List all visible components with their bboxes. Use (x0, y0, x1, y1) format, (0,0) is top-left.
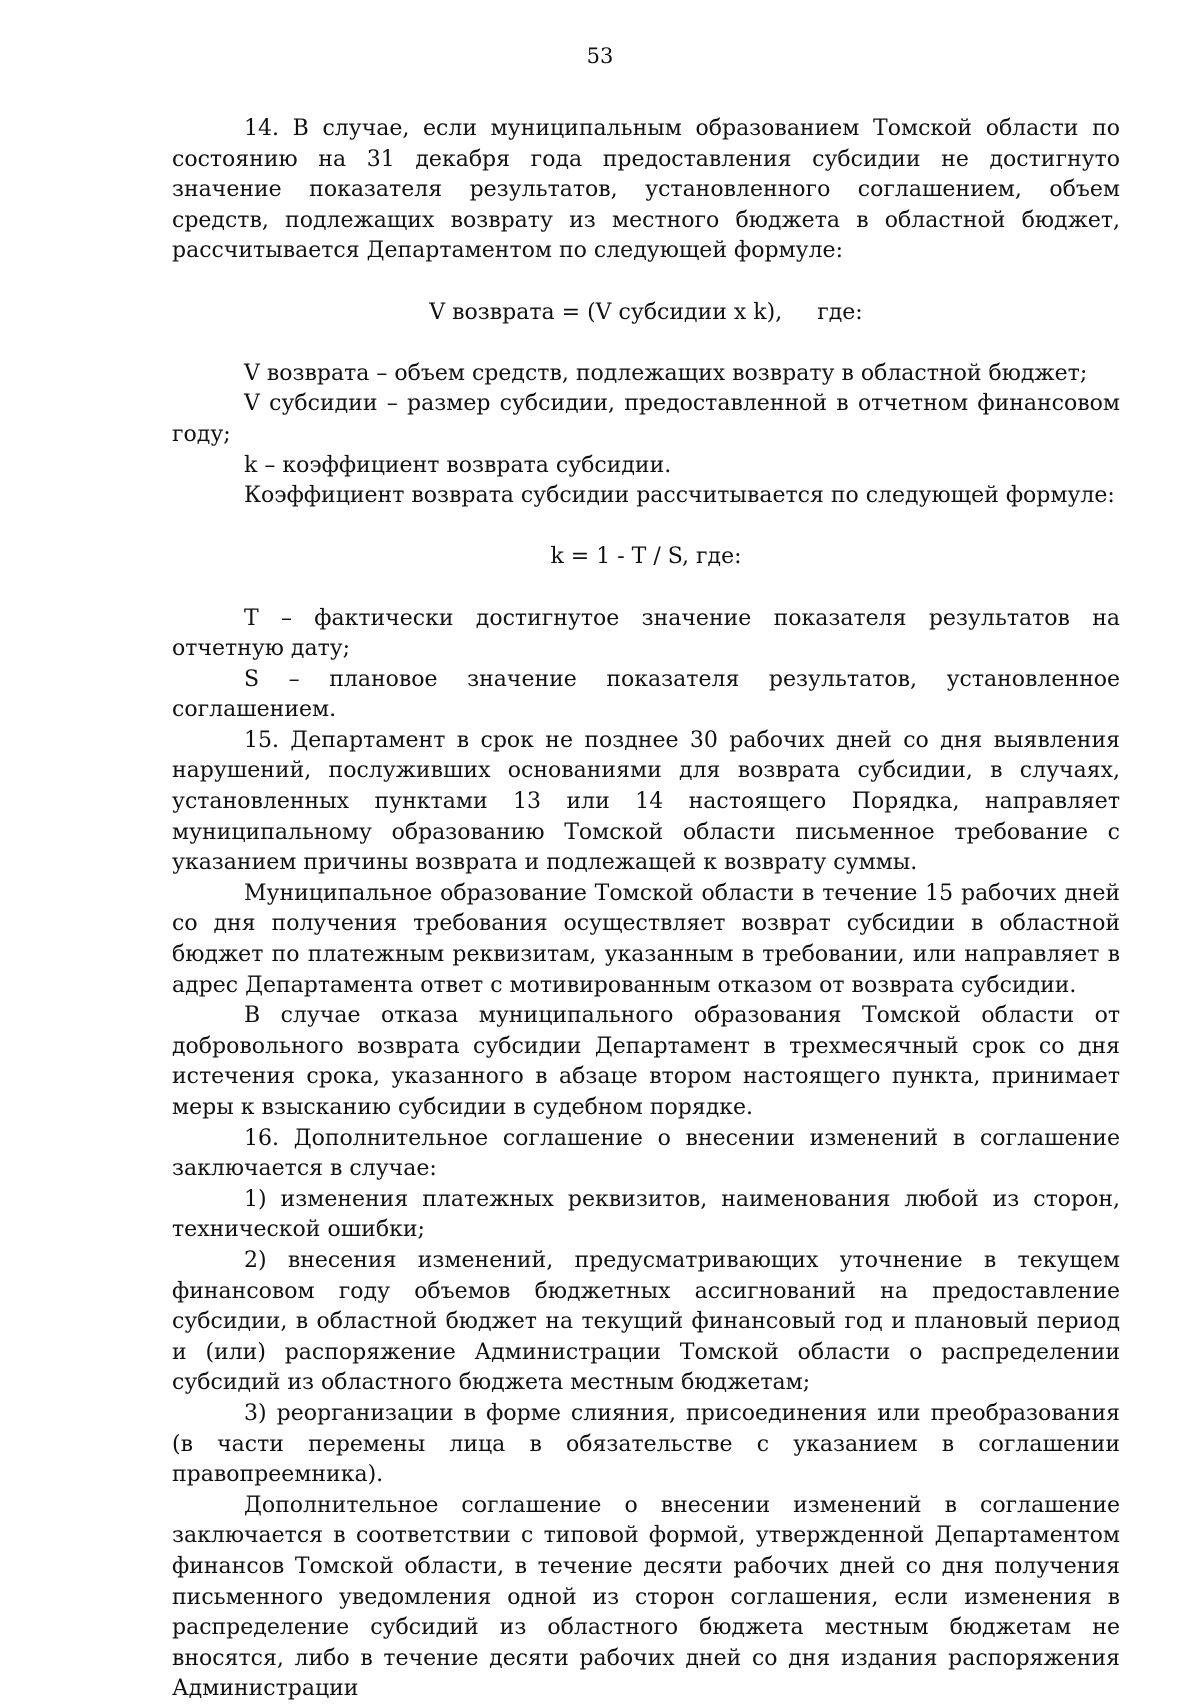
document-body (172, 114, 1120, 1705)
list-item-16-2: 2) внесения изменений, предусматривающих уточнение в текущем финансовом году объемов бюджетных ассигнований на предоставление субсидии, в областной бюджет на текущий финансовый год и плановый период и (или) распоряжение Администрации Томской области о распределении субсидий из областного бюджета местным бюджетам; (172, 1247, 1120, 1396)
paragraph-14-intro: 14. В случае, если муниципальным образованием Томской области по состоянию на 31 декабря года предоставления субсидии не достигнуто значение показателя результатов, установленного соглашением, объем средств, подлежащих возврату из местного бюджета в областной бюджет, рассчитывается Департаментом по следующей формуле: (172, 116, 1120, 264)
definition-t: T – фактически достигнутое значение показателя результатов на отчетную дату; (172, 605, 1120, 662)
formula-return-volume-expression: V возврата = (V субсидии x k), (429, 299, 783, 325)
definition-v-subsidy: V субсидии – размер субсидии, предоставленной в отчетном финансовом году; (172, 391, 1120, 447)
spacer (172, 573, 1120, 604)
page-number: 53 (586, 44, 614, 68)
spacer (172, 512, 1120, 543)
list-item-16-3: 3) реорганизации в форме слияния, присоединения или преобразования (в части перемены лица в обязательстве с указанием в соглашении правопреемника). (172, 1400, 1120, 1488)
paragraph-16-1: 16. Дополнительное соглашение о внесении изменений в соглашение заключается в случае: (172, 1125, 1120, 1182)
formula-coefficient-k: k = 1 - T / S, где: (550, 544, 742, 570)
definition-s: S – плановое значение показателя результатов, установленное соглашением. (172, 666, 1120, 723)
paragraph-16-last: Дополнительное соглашение о внесении изменений в соглашение заключается в соответствии с типовой формой, утвержденной Департаментом финансов Томской области, в течение десяти рабочих дней со дня получения письменного уведомления одной из сторон соглашения, если изменения в распределение субсидий из областного бюджета местным бюджетам не вносятся, либо в течение десяти рабочих дней со дня издания распоряжения Администрации (172, 1492, 1120, 1702)
spacer (172, 267, 1120, 298)
spacer (172, 328, 1120, 359)
paragraph-15-3: В случае отказа муниципального образования Томской области от добровольного возврата субсидии Департамент в трехмесячный срок со дня истечения срока, указанного в абзаце втором настоящего пункта, принимает меры к взысканию субсидии в судебном порядке. (172, 1003, 1120, 1120)
definition-k: k – коэффициент возврата субсидии. (244, 452, 672, 478)
definition-v-return: V возврата – объем средств, подлежащих возврату в областной бюджет; (244, 360, 1088, 386)
list-item-16-1: 1) изменения платежных реквизитов, наименования любой из сторон, технической ошибки; (172, 1186, 1120, 1243)
formula-return-volume-where: где: (817, 299, 863, 325)
paragraph-15-1: 15. Департамент в срок не позднее 30 рабочих дней со дня выявления нарушений, послуживших основаниями для возврата субсидии, в случаях, установленных пунктами 13 или 14 настоящего Порядка, направляет муниципальному образованию Томской области письменное требование с указанием причины возврата и подлежащей к возврату суммы. (172, 727, 1120, 876)
formula-return-volume (172, 298, 1120, 329)
paragraph-k-intro: Коэффициент возврата субсидии рассчитывается по следующей формуле: (244, 483, 1115, 509)
paragraph-15-2: Муниципальное образование Томской области в течение 15 рабочих дней со дня получения требования осуществляет возврат субсидии в областной бюджет по платежным реквизитам, указанным в требовании, или направляет в адрес Департамента ответ с мотивированным отказом от возврата субсидии. (172, 880, 1120, 998)
